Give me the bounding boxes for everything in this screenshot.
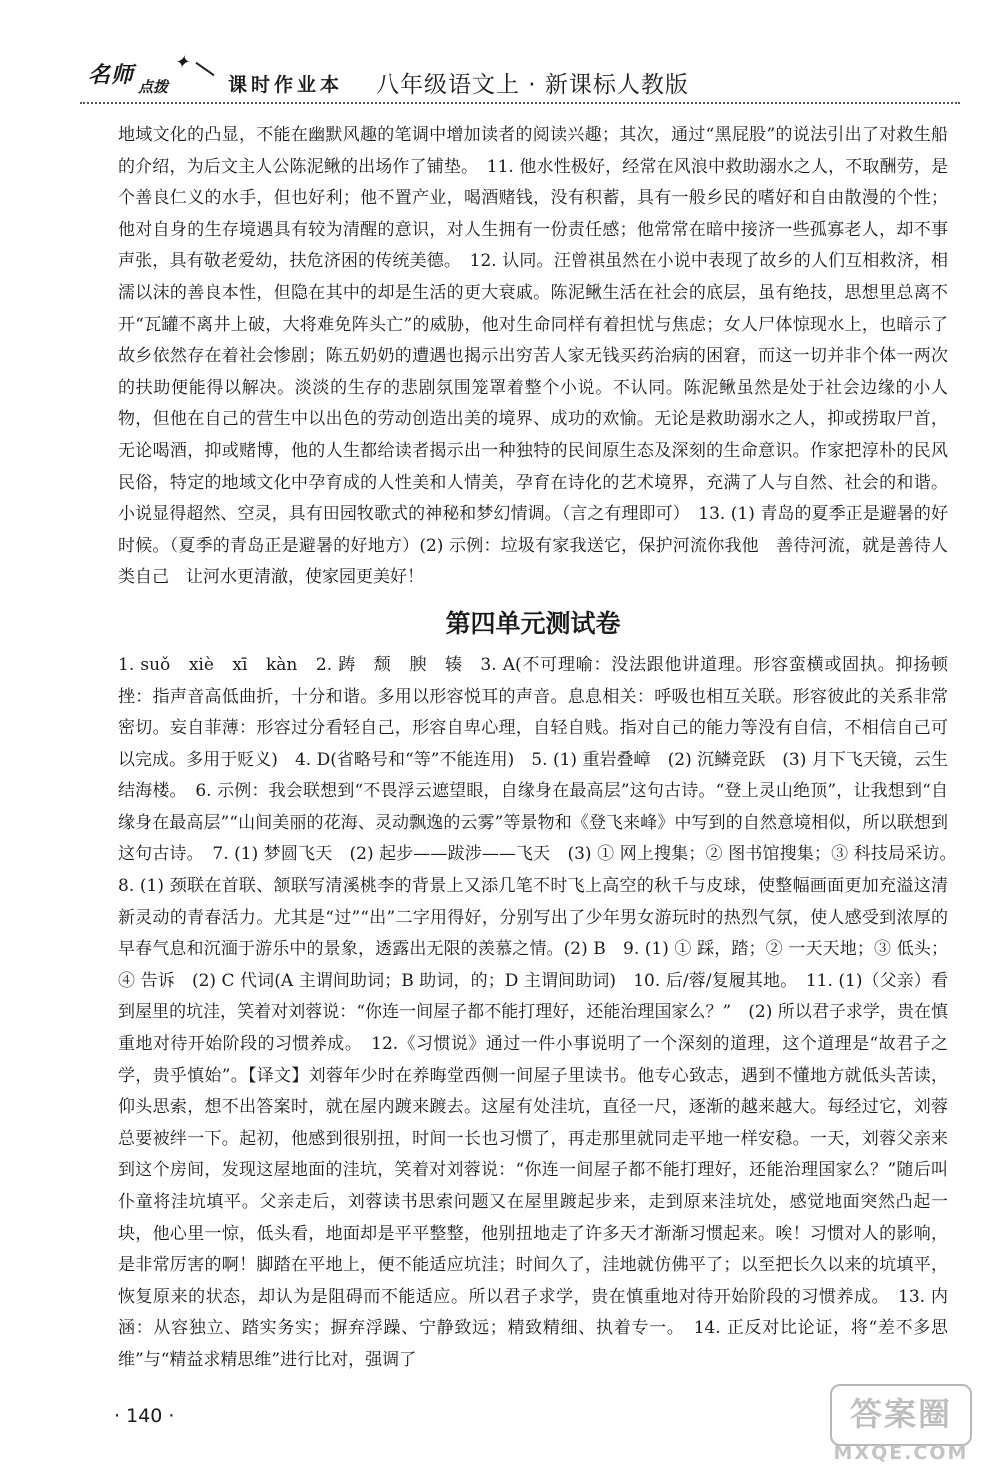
answer-paragraph-unit4: 1. suǒ xiè xī kàn 2. 踌 颓 腴 辏 3. A(不可理喻：没法跟他讲道理。形容蛮横或固执。抑扬顿挫：指声音高低曲折，十分和谐。多用以形容悦耳的声音。息息相关：呼吸也相互关联。形容彼此的关系非常密切。妄自菲薄：形容过分看轻自己，形容自卑心理，自轻自贱。指对自己的能力等没有自信，不相信自己可以完成。多用于贬义) 4. D(省略号和“等”不能连用) 5. (1) 重岩叠嶂 (2) 沉鳞竞跃 (3) 月下飞天镜，云生结海楼。 6. 示例：我会联想到“不畏浮云遮望眼，自缘身在最高层”这句古诗。“登上灵山绝顶”，让我想到“自缘身在最高层”“山间美丽的花海、灵动飘逸的云雾”等景物和《登飞来峰》中写到的自然意境相似，所以联想到这句古诗。 7. (1) 梦圆飞天 (2) 起步——跋涉——飞天 (3) ① 网上搜集；② 图书馆搜集；③ 科技局采访。 8. (1) 颈联在首联、颔联写清溪桃李的背景上又添几笔不时飞上高空的秋千与皮球，使整幅画面更加充溢这清新灵动的青春活力。尤其是“过”“出”二字用得好，分别写出了少年男女游玩时的热烈气氛，使人感受到浓厚的早春气息和沉湎于游乐中的景象，透露出无限的羡慕之情。(2) B 9. (1) ① 踩，踏；② 一天天地；③ 低头；④ 告诉 (2) C 代词(A 主谓间助词；B 助词，的；D 主谓间助词) 10. 后/蓉/复履其地。 11. (1)（父亲）看到屋里的坑洼，笑着对刘蓉说：“你连一间屋子都不能打理好，还能治理国家么？” (2) 所以君子求学，贵在慎重地对待开始阶段的习惯养成。 12.《习惯说》通过一件小事说明了一个深刻的道理，这个道理是“故君子之学，贵乎慎始”。【译文】刘蓉年少时在养晦堂西侧一间屋子里读书。他专心致志，遇到不懂地方就低头苦读，仰头思索，想不出答案时，就在屋内踱来踱去。这屋有处洼坑，直径一尺，逐渐的越来越大。每经过它，刘蓉总要被绊一下。起初，他感到很别扭，时间一长也习惯了，再走那里就同走平地一样安稳。一天，刘蓉父亲来到这个房间，发现这屋地面的洼坑，笑着对刘蓉说：“你连一间屋子都不能打理好，还能治理国家么？”随后叫仆童将洼坑填平。父亲走后，刘蓉读书思索问题又在屋里踱起步来，走到原来洼坑处，感觉地面突然凸起一块，他心里一惊，低头看，地面却是平平整整，他别扭地走了许多天才渐渐习惯起来。唉！习惯对人的影响，是非常厉害的啊！脚踏在平地上，便不能适应坑洼；时间久了，洼地就仿佛平了；以至把长久以来的坑填平，恢复原来的状态，却认为是阻碍而不能适应。所以君子求学，贵在慎重地对待开始阶段的习惯养成。 13. 内涵：从容独立、踏实务实；摒弃浮躁、宁静致远；精致精细、执着专一。 14. 正反对比论证，将“差不多思维”与“精益求精思维”进行比对，强调了: [118, 654, 965, 1370]
logo-text: 名师: [88, 62, 135, 88]
unit-title: 第四单元测试卷: [445, 608, 621, 638]
page-number: · 140 ·: [114, 1405, 175, 1427]
star-icon: ✦: [174, 52, 190, 73]
logo-subtext: 点拨: [138, 78, 169, 96]
book-title: 八年级语文上 · 新课标人教版: [376, 72, 689, 98]
watermark-url: MXQE.COM: [833, 1442, 969, 1464]
page-header: [80, 52, 960, 104]
publisher-logo: [82, 52, 202, 98]
watermark-logo: [826, 1384, 976, 1474]
answer-paragraph-unit3: 地域文化的凸显，不能在幽默风趣的笔调中增加读者的阅读兴趣；其次，通过“黑屁股”的说法引出了对救生船的介绍，为后文主人公陈泥鳅的出场作了铺垫。 11. 他水性极好，经常在风浪中救助溺水之人，不取酬劳，是个善良仁义的水手，但也好利；他不置产业，喝酒赌钱，没有积蓄，具有一般乡民的嗜好和自由散漫的个性；他对自身的生存境遇具有较为清醒的意识，对人生拥有一份责任感；他常常在暗中接济一些孤寡老人，却不事声张，具有敬老爱幼，扶危济困的传统美德。 12. 认同。汪曾祺虽然在小说中表现了故乡的人们互相救济，相濡以沫的善良本性，但隐在其中的却是生活的更大衰戚。陈泥鳅生活在社会的底层，虽有绝技，思想里总离不开“瓦罐不离井上破，大将难免阵头亡”的威胁，他对生命同样有着担忧与焦虑；女人尸体惊现水上，也暗示了故乡依然存在着社会惨剧；陈五奶奶的遭遇也揭示出穷苦人家无钱买药治病的困窘，而这一切并非个体一两次的扶助便能得以解决。淡淡的生存的悲剧氛围笼罩着整个小说。不认同。陈泥鳅虽然是处于社会边缘的小人物，但他在自己的营生中以出色的劳动创造出美的境界、成功的欢愉。无论是救助溺水之人，抑或捞取尸首，无论喝酒，抑或赌博，他的人生都给读者揭示出一种独特的民间原生态及深刻的生命意识。作家把淳朴的民风民俗，特定的地域文化中孕育成的人性美和人情美，孕育在诗化的艺术境界，充满了人与自然、社会的和谐。小说显得超然、空灵，具有田园牧歌式的神秘和梦幻情调。（言之有理即可） 13. (1) 青岛的夏季正是避暑的好时候。（夏季的青岛正是避暑的好地方）(2) 示例：垃圾有家我送它，保护河流你我他 善待河流，就是善待人类自己 让河水更清澈，使家园更美好！: [118, 125, 948, 588]
series-name: 课时作业本: [228, 74, 344, 96]
answer-content: [118, 120, 965, 1377]
brush-stroke-icon: [195, 62, 214, 76]
watermark-text: 答案圈: [830, 1384, 972, 1446]
